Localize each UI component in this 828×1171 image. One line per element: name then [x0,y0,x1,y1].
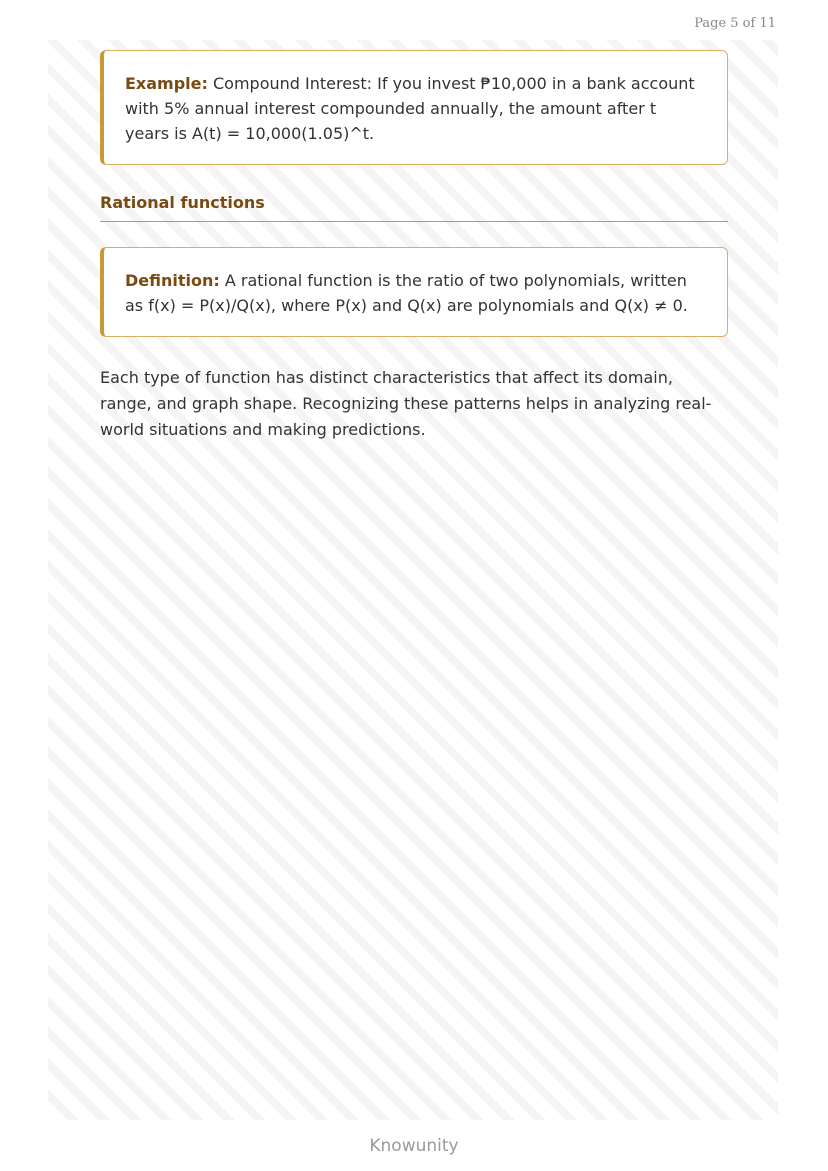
page-number: Page 5 of 11 [694,16,776,31]
example-text: Compound Interest: If you invest ₱10,000 in a bank account with 5% annual interest compounded annually, the amount after t years is A(t) = 10,000(1.05)^t. [125,74,695,143]
example-box [100,50,728,165]
definition-text: A rational function is the ratio of two polynomials, written as f(x) = P(x)/Q(x), where P(x) and Q(x) are polynomials and Q(x) ≠ 0. [125,271,688,315]
section-heading: Rational functions [100,193,728,222]
example-label: Example: [125,74,208,93]
definition-box [100,247,728,337]
body-paragraph: Each type of function has distinct characteristics that affect its domain, range, and graph shape. Recognizing these patterns helps in analyzing real-world situations and making predictions. [100,368,712,439]
definition-label: Definition: [125,271,220,290]
footer-brand: Knowunity [369,1136,459,1156]
page-content [100,50,728,443]
